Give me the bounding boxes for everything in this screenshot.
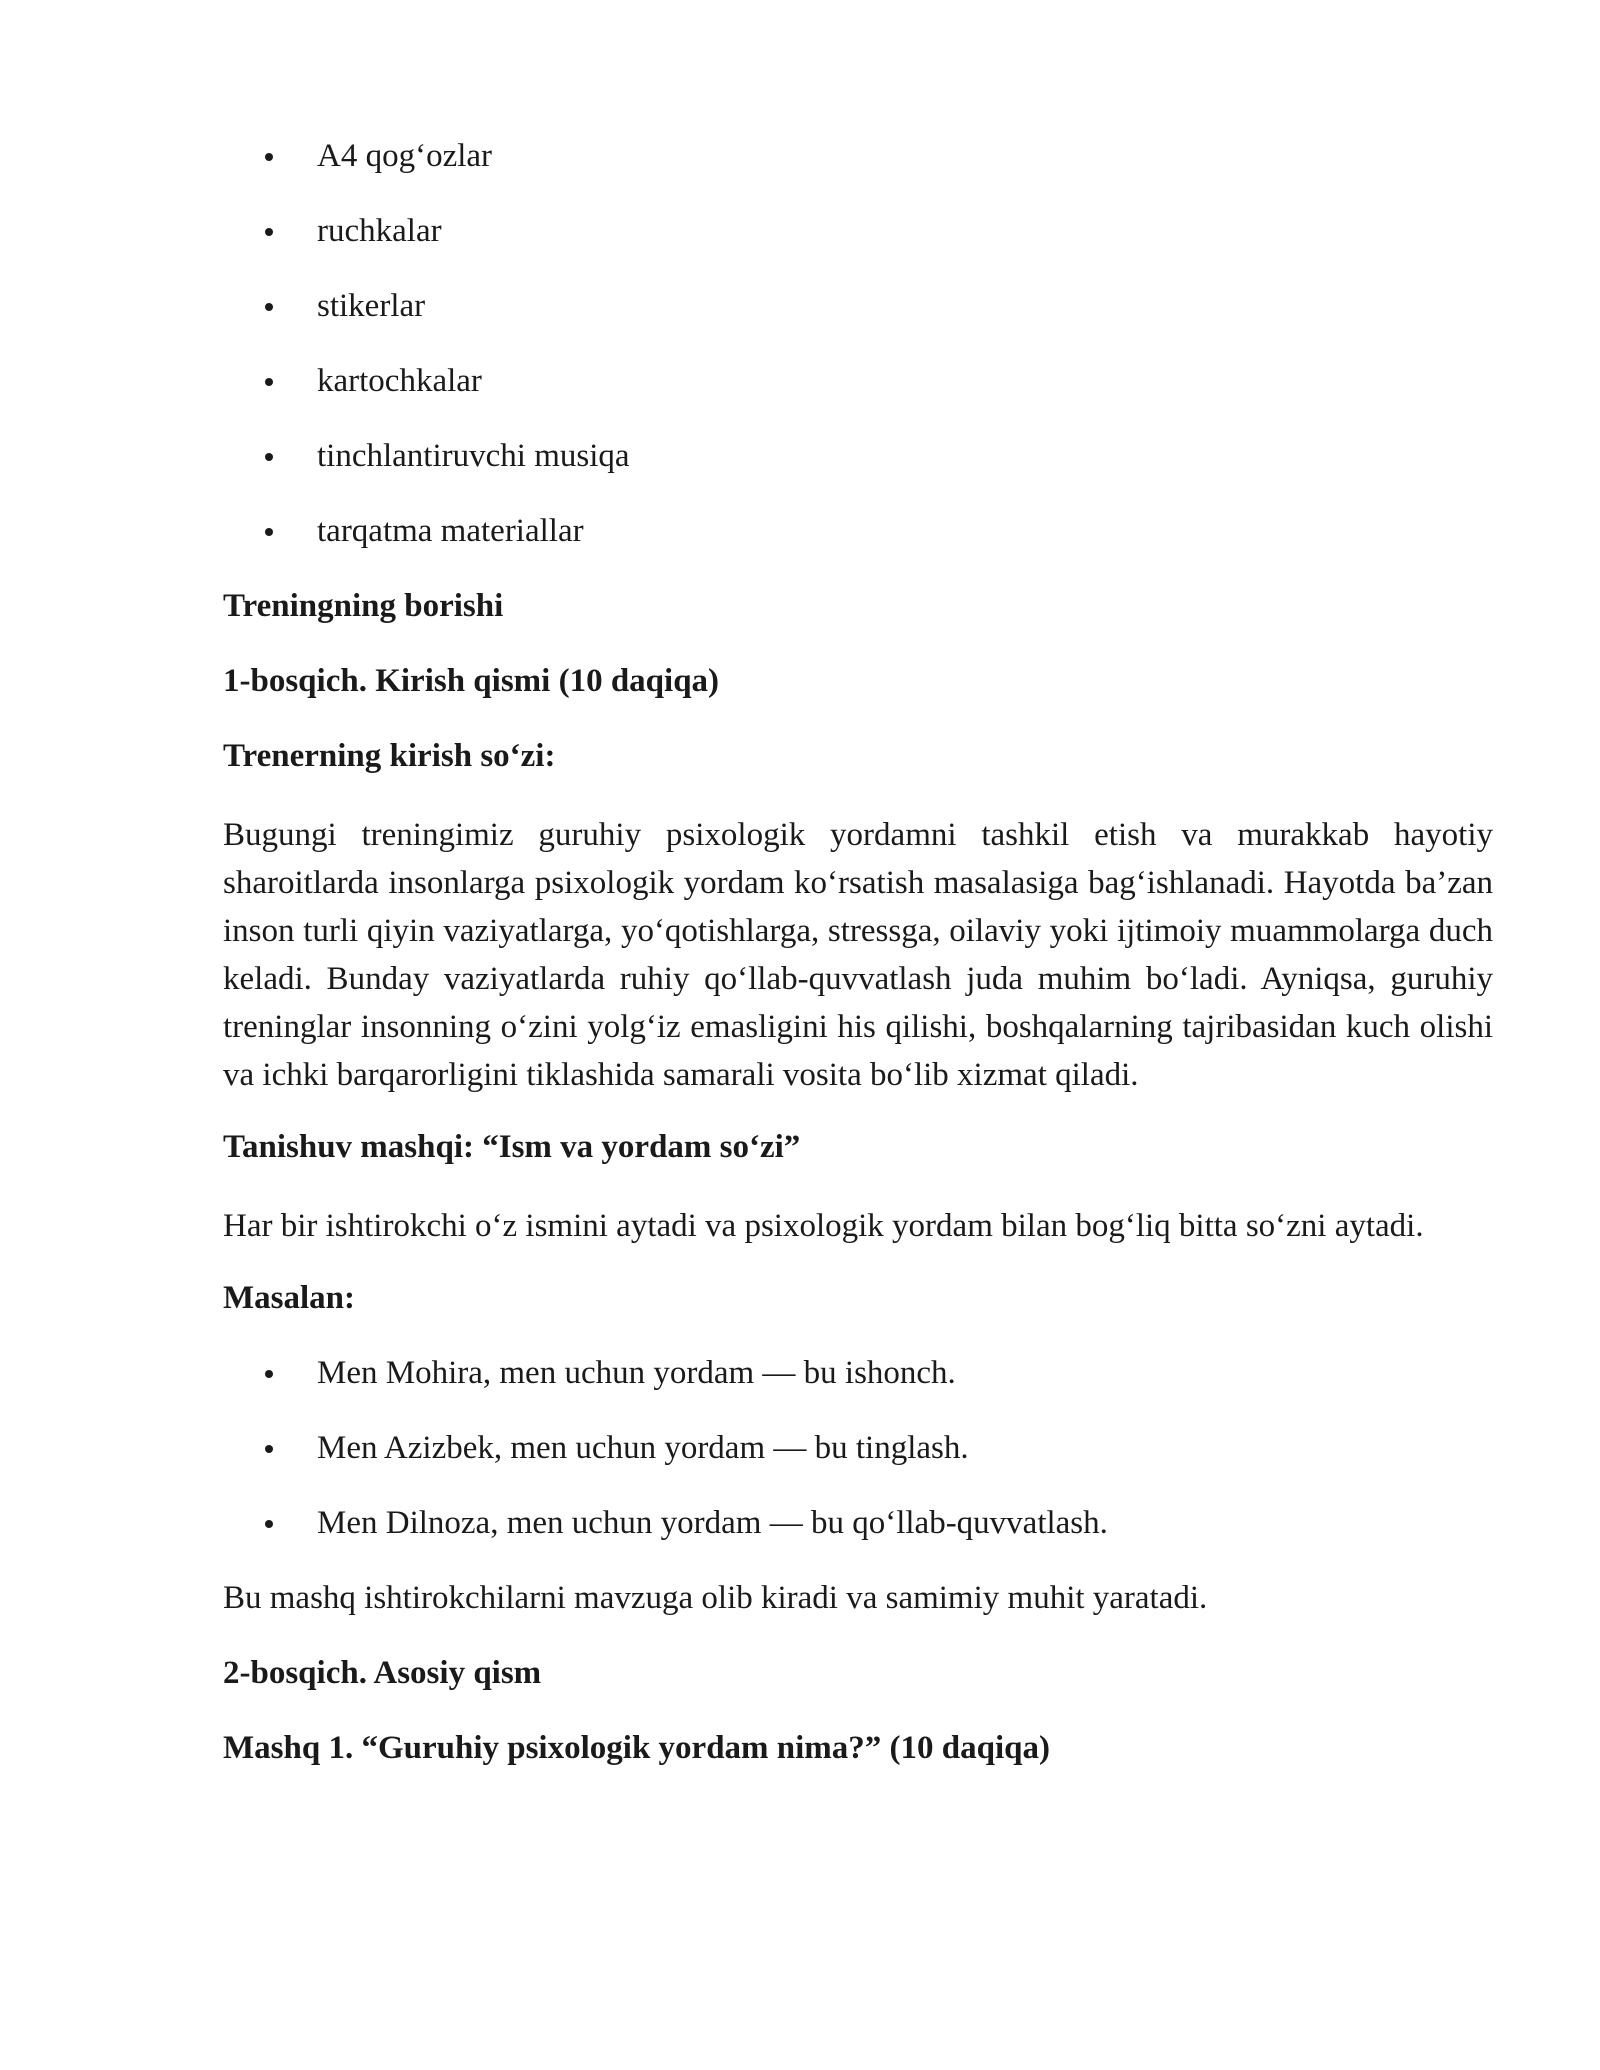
list-item: ruchkalar: [223, 211, 1493, 251]
list-item: tinchlantiruvchi musiqa: [223, 436, 1493, 476]
exercise-conclusion: Bu mashq ishtirokchilarni mavzuga olib kiradi va samimiy muhit yaratadi.: [223, 1580, 1208, 1616]
list-item: Men Azizbek, men uchun yordam — bu tinglash.: [223, 1428, 1493, 1468]
example-title: Masalan:: [223, 1280, 355, 1316]
exercise-text: Har bir ishtirokchi o‘z ismini aytadi va psixologik yordam bilan bog‘liq bitta so‘zni aytadi.: [223, 1208, 1424, 1244]
task1-title: Mashq 1. “Guruhiy psixologik yordam nima?” (10 daqiqa): [223, 1730, 1050, 1766]
list-item: tarqatma materiallar: [223, 511, 1493, 551]
bullet-icon: [265, 1445, 273, 1453]
bullet-icon: [265, 1370, 273, 1378]
section-title: Treningning borishi: [223, 588, 504, 624]
exercise-title: Tanishuv mashqi: “Ism va yordam so‘zi”: [223, 1129, 801, 1165]
trainer-intro-text: Bugungi treningimiz guruhiy psixologik yordamni tashkil etish va murakkab hayotiy sharoitlarda insonlarga psixologik yordam ko‘rsatish masalasiga bag‘ishlanadi. Hayotda ba’zan inson turli qiyin vaziyatlarga, yo‘qotishlarga, stressga, oilaviy yoki ijtimoiy muammolarga duch keladi. Bunday vaziyatlarda ruhiy qo‘llab-quvvatlash juda muhim bo‘ladi. Ayniqsa, guruhiy treninglar insonning o‘zini yolg‘iz emasligini his qilishi, boshqalarning tajribasidan kuch olishi va ichki barqarorligini tiklashida samarali vosita bo‘lib xizmat qiladi.: [223, 817, 1493, 1093]
materials-list: [223, 136, 1493, 551]
bullet-icon: [265, 228, 273, 236]
list-item: kartochkalar: [223, 361, 1493, 401]
list-item: Men Mohira, men uchun yordam — bu ishonch.: [223, 1353, 1493, 1393]
examples-list: [223, 1353, 1493, 1543]
stage2-title: 2-bosqich. Asosiy qism: [223, 1655, 542, 1691]
bullet-icon: [265, 1520, 273, 1528]
bullet-icon: [265, 378, 273, 386]
document-page: [223, 136, 1493, 1803]
bullet-icon: [265, 153, 273, 161]
list-item: stikerlar: [223, 286, 1493, 326]
trainer-intro-title: Trenerning kirish so‘zi:: [223, 738, 556, 774]
bullet-icon: [265, 453, 273, 461]
stage1-title: 1-bosqich. Kirish qismi (10 daqiqa): [223, 663, 720, 699]
bullet-icon: [265, 528, 273, 536]
list-item: Men Dilnoza, men uchun yordam — bu qo‘llab-quvvatlash.: [223, 1503, 1493, 1543]
list-item: A4 qog‘ozlar: [223, 136, 1493, 176]
bullet-icon: [265, 303, 273, 311]
